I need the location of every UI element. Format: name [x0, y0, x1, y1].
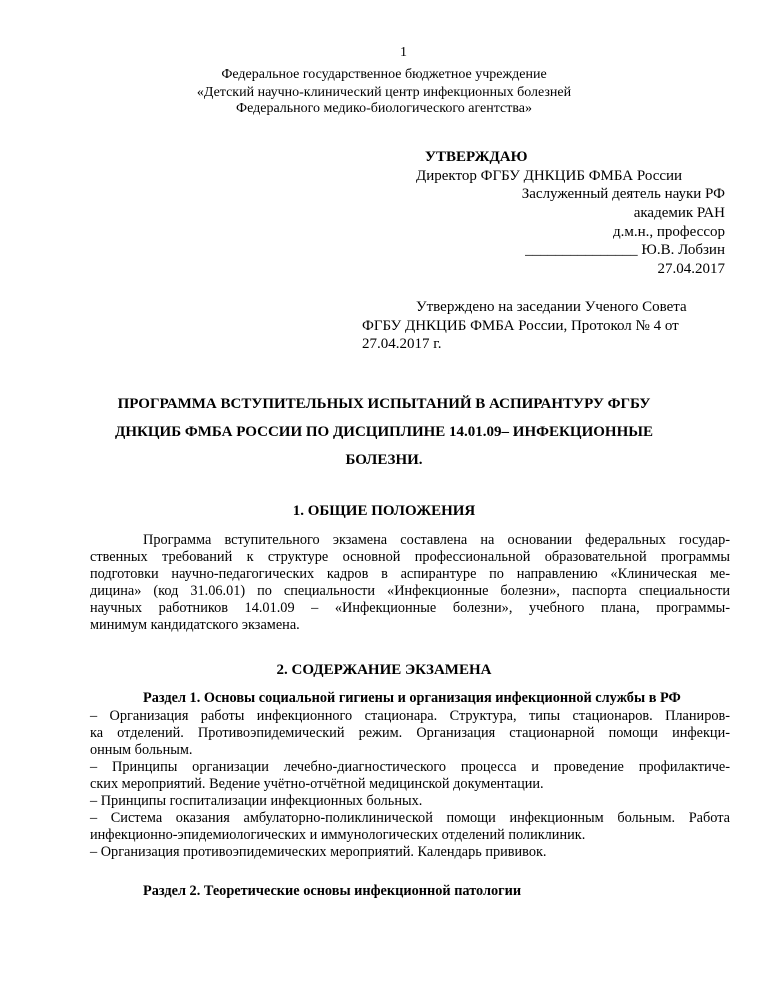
- paragraph-line: подготовки научно-педагогических кадров в аспирантуре по направлению «Клиническая ме-: [90, 566, 730, 582]
- part-1-title: Раздел 1. Основы социальной гигиены и организация инфекционной службы в РФ: [143, 690, 681, 706]
- approval-date: 27.04.2017: [657, 261, 725, 277]
- paragraph-line: ственных требований к структуре основной профессиональной образовательной программы: [90, 549, 730, 565]
- section-2-heading: 2. СОДЕРЖАНИЕ ЭКЗАМЕНА: [276, 662, 492, 678]
- list-item-line: ка отделений. Противоэпидемический режим. Организация стационарной помощи инфекци-: [90, 725, 730, 741]
- program-title-line-1: ПРОГРАММА ВСТУПИТЕЛЬНЫХ ИСПЫТАНИЙ В АСПИРАНТУРУ ФГБУ: [117, 396, 651, 412]
- approval-director: Директор ФГБУ ДНКЦИБ ФМБА России: [416, 168, 683, 184]
- approval-title-line-2: Заслуженный деятель науки РФ: [521, 186, 725, 202]
- program-title-line-3: БОЛЕЗНИ.: [345, 452, 423, 468]
- council-line-1: Утверждено на заседании Ученого Совета: [416, 299, 687, 315]
- program-title-line-2: ДНКЦИБ ФМБА РОССИИ ПО ДИСЦИПЛИНЕ 14.01.09– ИНФЕКЦИОННЫЕ: [115, 424, 653, 440]
- paragraph-line: минимум кандидатского экзамена.: [90, 617, 300, 633]
- header-line-3: Федерального медико-биологического агентства»: [236, 101, 532, 116]
- list-item-line: инфекционно-эпидемиологических и иммунологических отделений поликлиник.: [90, 827, 586, 843]
- paragraph-line: Программа вступительного экзамена составлена на основании федеральных государ-: [143, 532, 730, 548]
- section-1-heading: 1. ОБЩИЕ ПОЛОЖЕНИЯ: [292, 503, 476, 519]
- page-number: 1: [400, 45, 407, 60]
- list-item-line: – Принципы организации лечебно-диагностического процесса и проведение профилактиче-: [90, 759, 730, 775]
- council-line-3: 27.04.2017 г.: [362, 336, 442, 352]
- approval-title-line-3: академик РАН: [633, 205, 725, 221]
- approval-signature-line: _______________ Ю.В. Лобзин: [525, 242, 725, 258]
- list-item-line: онным больным.: [90, 742, 193, 758]
- part-2-title: Раздел 2. Теоретические основы инфекционной патологии: [143, 883, 522, 899]
- header-line-1: Федеральное государственное бюджетное учреждение: [221, 67, 547, 82]
- list-item-line: – Организация работы инфекционного стационара. Структура, типы стационаров. Планиров-: [90, 708, 730, 724]
- paragraph-line: научных работников 14.01.09 – «Инфекционные болезни», учебного плана, программы-: [90, 600, 730, 616]
- paragraph-line: дицина» (код 31.06.01) по специальности «Инфекционные болезни», паспорта специальности: [90, 583, 730, 599]
- approval-title: УТВЕРЖДАЮ: [425, 149, 528, 165]
- list-item-line: – Система оказания амбулаторно-поликлинической помощи инфекционным больным. Работа: [90, 810, 730, 826]
- list-item-line: – Принципы госпитализации инфекционных больных.: [90, 793, 423, 809]
- approval-title-line-4: д.м.н., профессор: [613, 224, 725, 240]
- header-line-2: «Детский научно-клинический центр инфекционных болезней: [196, 85, 572, 100]
- list-item-line: ских мероприятий. Ведение учётно-отчётной медицинской документации.: [90, 776, 544, 792]
- council-line-2: ФГБУ ДНКЦИБ ФМБА России, Протокол № 4 от: [362, 318, 679, 334]
- list-item-line: – Организация противоэпидемических мероприятий. Календарь прививок.: [90, 844, 547, 860]
